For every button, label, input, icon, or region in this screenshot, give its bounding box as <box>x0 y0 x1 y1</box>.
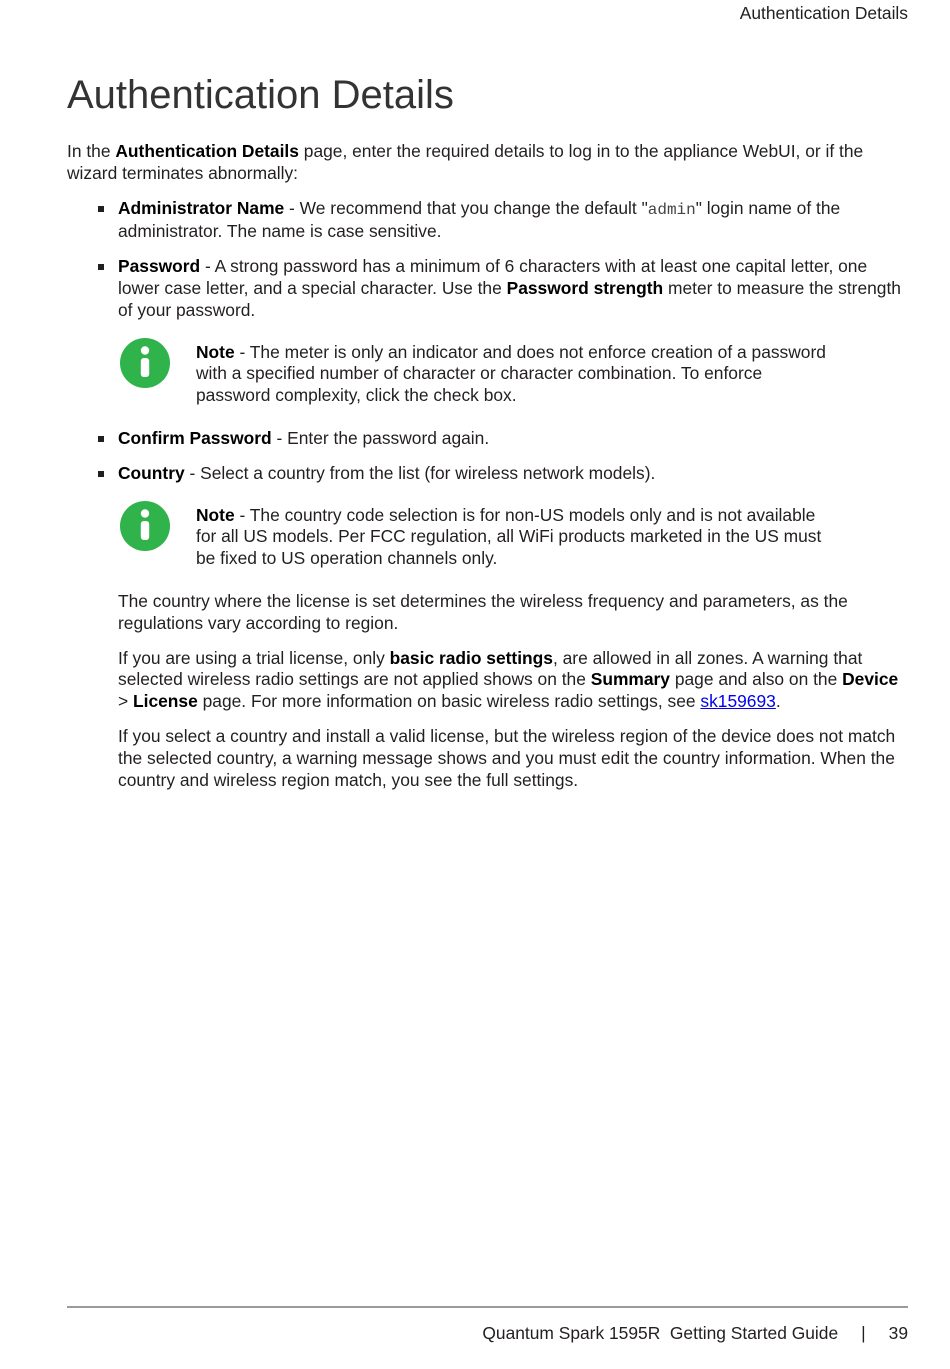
bullet-square-icon <box>98 436 104 442</box>
bullet-administrator-name: Administrator Name - We recommend that you change the default "admin" login name of the administrator. The name is case sensitive. <box>67 198 909 244</box>
bullet-term: Confirm Password <box>118 427 272 448</box>
bullet-term: Administrator Name <box>118 197 285 218</box>
footer-divider <box>67 1306 908 1308</box>
password-strength-term: Password strength <box>506 277 664 298</box>
bullet-term: Password <box>118 256 201 277</box>
note-label: Note <box>196 504 235 525</box>
basic-radio-settings-term: basic radio settings <box>389 647 553 668</box>
running-header: Authentication Details <box>739 3 908 23</box>
info-circle-icon <box>119 337 171 389</box>
bullet-term: Country <box>118 462 185 483</box>
page-title: Authentication Details <box>67 73 454 117</box>
note-country-code: Note - The country code selection is for non-US models only and is not available for all US models. Per FCC regulation, all WiFi products marketed in the US must be fixed to US operation channels only. <box>118 505 828 570</box>
intro-bold: Authentication Details <box>115 141 299 161</box>
page-footer <box>482 1323 908 1345</box>
bullet-password: Password - A strong password has a minimum of 6 characters with at least one capital letter, one lower case letter, and a special character. Use the Password strength meter to measure the strength of your password. <box>67 256 909 321</box>
summary-term: Summary <box>590 669 670 690</box>
intro-paragraph: In the Authentication Details page, enter the required details to log in to the appliance WebUI, or if the wizard terminates abnormally: <box>67 141 864 183</box>
note-label: Note <box>196 341 235 362</box>
bullet-square-icon <box>98 264 104 270</box>
paragraph-trial-license: If you are using a trial license, only basic radio settings, are allowed in all zones. A warning that selected wireless radio settings are not applied shows on the Summary page and also on the Device > License page. For more information on basic wireless radio settings, see sk159693. <box>118 647 899 712</box>
note-password-meter: Note - The meter is only an indicator and does not enforce creation of a password with a specified number of character or character combination. To enforce password complexity, click the check box. <box>118 342 828 407</box>
license-term: License <box>133 691 198 712</box>
device-term: Device <box>842 669 899 690</box>
footer-guide-title: Quantum Spark 1595R Getting Started Guide <box>482 1323 839 1343</box>
info-circle-icon <box>119 500 171 552</box>
paragraph-wireless-region: If you select a country and install a valid license, but the wireless region of the device does not match the selected country, a warning message shows and you must edit the country information. When the country and wireless region match, you see the full settings. <box>118 725 896 790</box>
bullet-square-icon <box>98 471 104 477</box>
page-number: 39 <box>888 1323 908 1343</box>
paragraph-country-license: The country where the license is set determines the wireless frequency and parameters, as the regulations vary according to region. <box>118 590 848 633</box>
default-login-code: admin <box>647 200 696 219</box>
bullet-country: Country - Select a country from the list (for wireless network models). <box>67 463 909 485</box>
bullet-confirm-password: Confirm Password - Enter the password again. <box>67 428 909 450</box>
bullet-square-icon <box>98 206 104 212</box>
sk159693-link[interactable]: sk159693 <box>700 691 776 712</box>
page-content <box>67 141 909 804</box>
footer-separator: | <box>861 1323 866 1343</box>
